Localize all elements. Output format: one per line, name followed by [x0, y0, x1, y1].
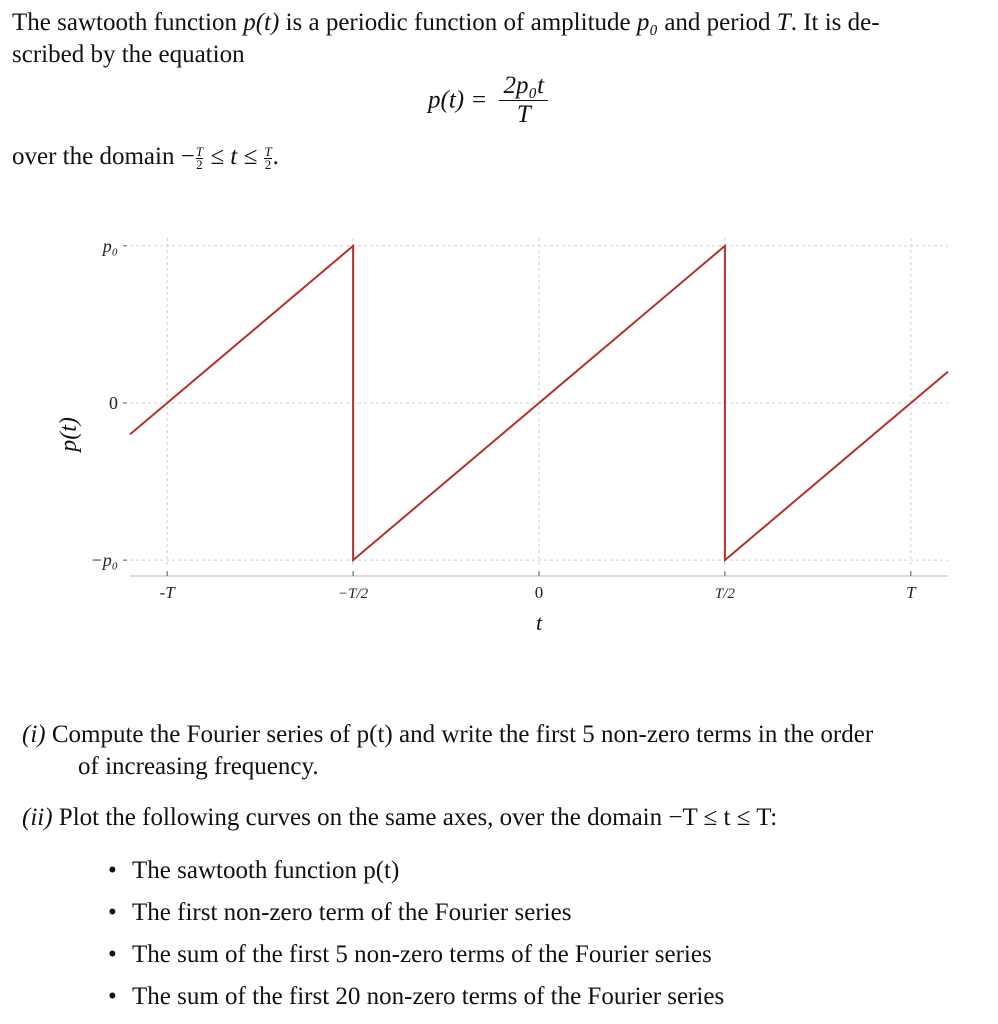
frac-numerator: T	[264, 143, 272, 159]
x-tick-label: -T	[159, 583, 175, 602]
intro-line-1	[12, 8, 880, 38]
intro-line-2: scribed by the equation	[12, 41, 245, 68]
bullet-dot: •	[108, 899, 117, 926]
chart-ticks	[91, 236, 917, 602]
bullet-dot: •	[108, 983, 117, 1010]
bullet-text: The sum of the first 20 non-zero terms of the Fourier series	[132, 983, 725, 1010]
domain-frac-left	[195, 143, 204, 172]
x-axis-label: t	[535, 610, 543, 635]
x-tick-label: T	[906, 583, 916, 602]
question-2-text: Plot the following curves on the same axes, over the domain −T ≤ t ≤ T:	[52, 804, 778, 831]
bullet-item	[108, 982, 724, 1012]
sawtooth-equation	[428, 72, 548, 129]
domain-prefix: over the domain −	[12, 143, 195, 170]
question-1-text: Compute the Fourier series of p(t) and write the first 5 non-zero terms in the order	[45, 721, 874, 748]
equation-numerator: 2p₀t	[499, 72, 548, 101]
bullet-text: The first non-zero term of the Fourier series	[132, 899, 572, 926]
bullet-dot: •	[108, 941, 117, 968]
chart-labels	[56, 417, 543, 635]
bullet-item	[108, 856, 399, 886]
question-2-label: (ii)	[22, 804, 53, 831]
bullet-dot: •	[108, 857, 117, 884]
p-of-t: p(t)	[243, 9, 280, 36]
y-tick-label: −p₀	[90, 550, 118, 571]
frac-numerator: T	[195, 143, 204, 159]
y-tick-label: 0	[109, 393, 118, 413]
domain-line	[12, 142, 279, 172]
p0-symbol: p₀	[636, 9, 659, 36]
equation-lhs: p(t) =	[428, 86, 488, 114]
period-symbol: T	[776, 9, 791, 36]
y-tick-label: p₀	[102, 235, 118, 256]
frac-denominator: 2	[196, 156, 203, 172]
question-1-line-2: of increasing frequency.	[78, 753, 319, 780]
equation-fraction	[499, 72, 548, 129]
y-axis-label: p(t)	[56, 417, 82, 452]
question-1-label: (i)	[22, 721, 46, 748]
bullet-text: The sawtooth function p(t)	[132, 857, 400, 884]
frac-denominator: 2	[264, 156, 272, 172]
domain-frac-right	[264, 143, 272, 172]
domain-suffix: .	[272, 143, 279, 170]
question-1-line-1	[22, 720, 873, 750]
bullet-item	[108, 940, 712, 970]
domain-mid: ≤ t ≤	[204, 143, 264, 170]
intro-text: . It is de-	[790, 9, 880, 36]
question-2-line	[22, 803, 777, 833]
intro-text: and period	[658, 9, 777, 36]
intro-text: The sawtooth function	[12, 9, 244, 36]
x-tick-label: −T/2	[338, 586, 369, 602]
intro-text: is a periodic function of amplitude	[279, 9, 637, 36]
x-tick-label: 0	[534, 583, 544, 602]
x-tick-label: T/2	[714, 586, 735, 602]
bullet-item	[108, 898, 571, 928]
bullet-text: The sum of the first 5 non-zero terms of the Fourier series	[132, 941, 712, 968]
sawtooth-chart	[0, 190, 998, 660]
equation-denominator: T	[516, 101, 531, 128]
